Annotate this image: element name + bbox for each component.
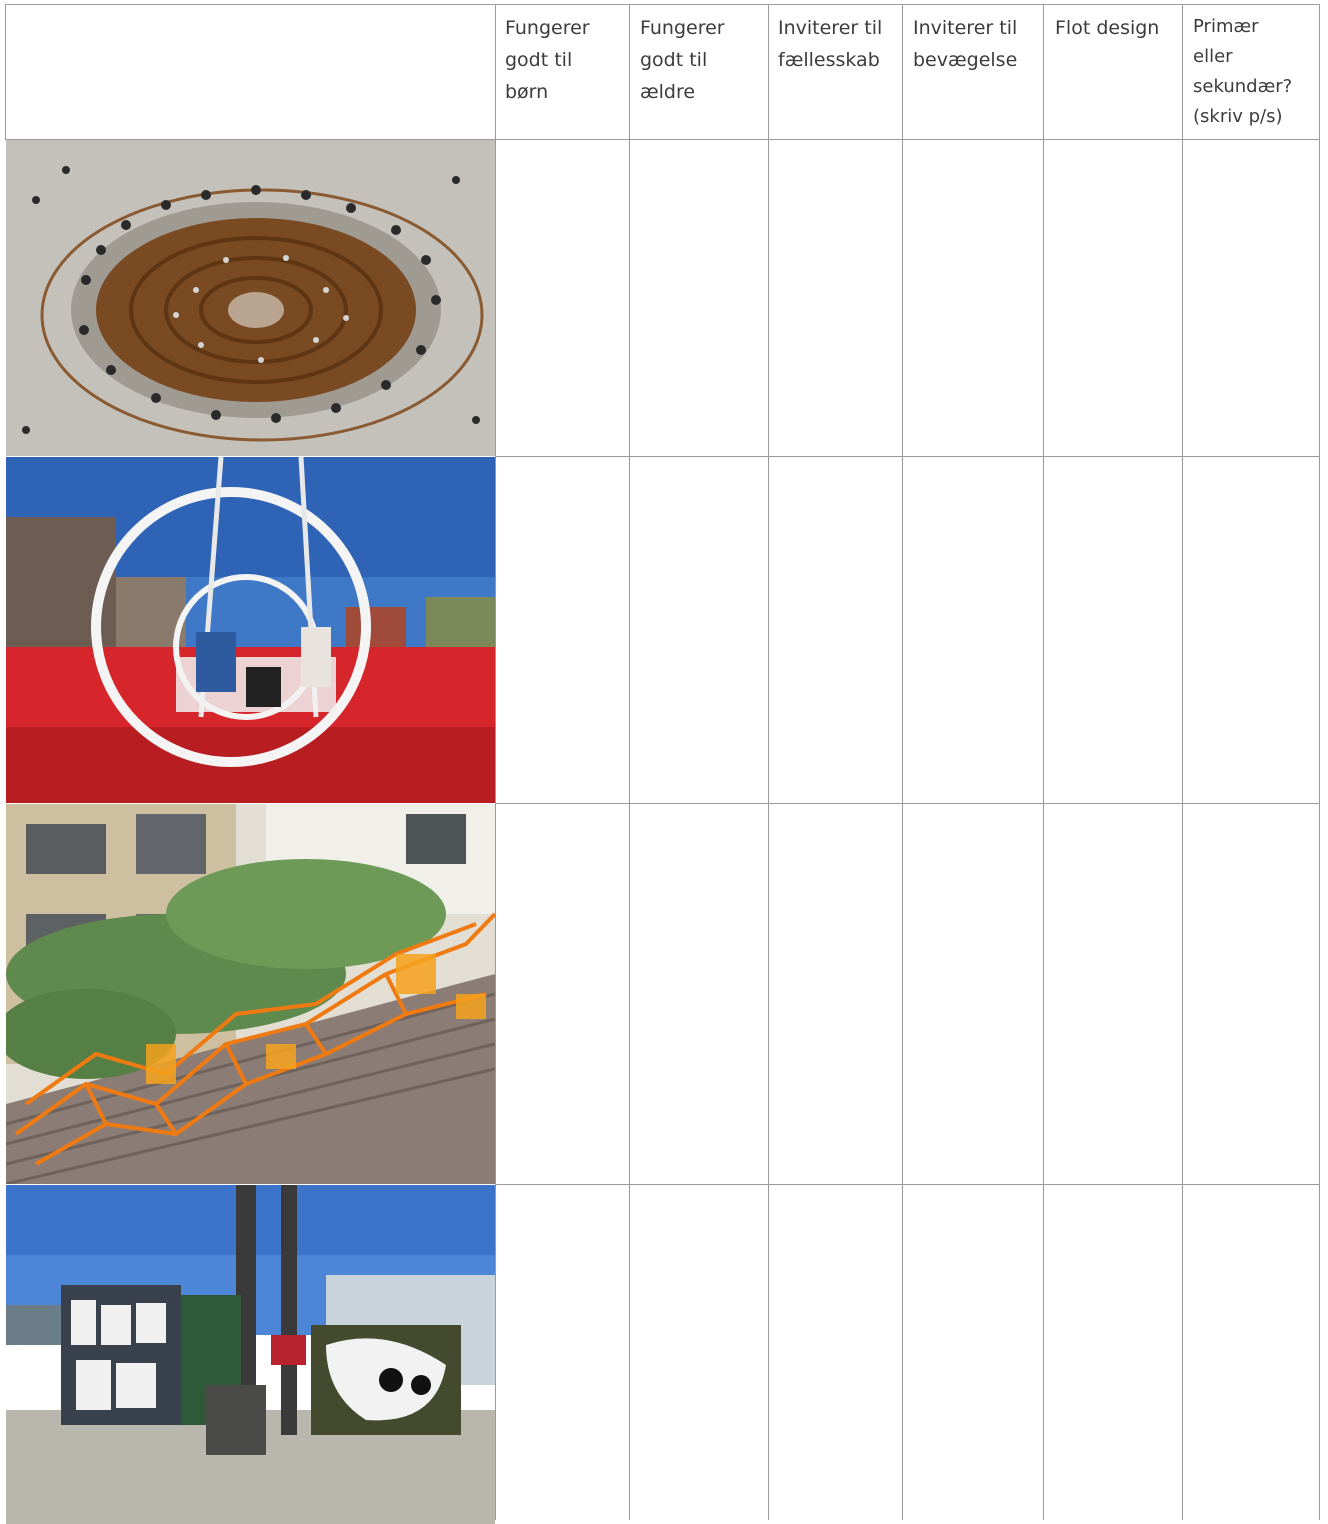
header-community: Inviterer til fællesskab: [778, 17, 883, 71]
table-row-2-bottom: [495, 803, 1320, 804]
table-divider-col-4: [1043, 4, 1044, 1520]
orange-stair-structure-photo: [6, 804, 495, 1184]
table-divider-col-5: [1182, 4, 1183, 1520]
header-design: Flot design: [1055, 17, 1160, 39]
table-divider-col-3: [902, 4, 903, 1520]
table-divider-image-col: [495, 4, 496, 1520]
table-border-left: [5, 4, 6, 139]
graffiti-boxes-photo: [6, 1185, 495, 1524]
table-divider-col-2: [768, 4, 769, 1520]
red-swing-photo: [6, 457, 495, 803]
header-primary-secondary: Primær eller sekundær? (skriv p/s): [1193, 16, 1293, 127]
header-children: Fungerer godt til børn: [505, 17, 590, 103]
table-row-1-bottom: [495, 456, 1320, 457]
fountain-plaza-photo: [6, 140, 495, 456]
table-row-3-bottom: [495, 1184, 1320, 1185]
header-elderly: Fungerer godt til ældre: [640, 17, 725, 103]
table-border-right: [1319, 4, 1320, 1520]
table-border-top: [5, 4, 1320, 5]
header-movement: Inviterer til bevægelse: [913, 17, 1018, 71]
table-divider-col-1: [629, 4, 630, 1520]
